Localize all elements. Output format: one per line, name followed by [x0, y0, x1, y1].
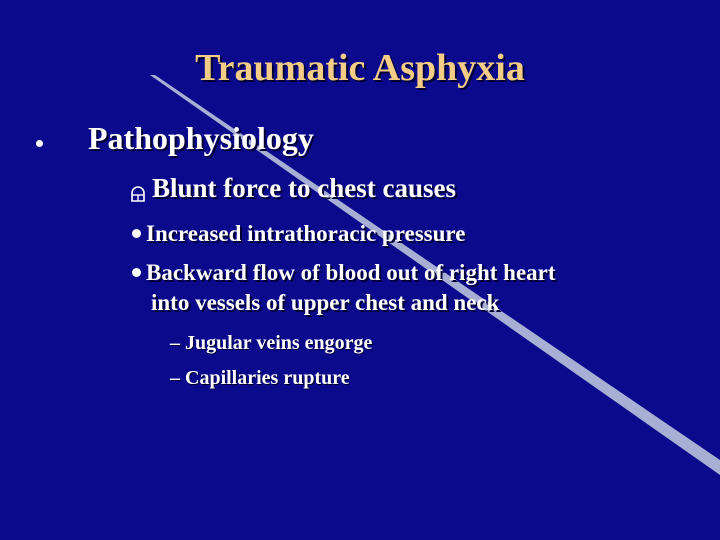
level3-item-2-line2: into vessels of upper chest and neck — [151, 290, 500, 315]
level2-bullet-icon — [128, 183, 148, 203]
slide-title: Traumatic Asphyxia — [195, 47, 525, 89]
level3-item-1-text: Increased intrathoracic pressure — [146, 221, 466, 246]
level4-item-1: – Jugular veins engorge — [170, 332, 373, 354]
level3-item-1 — [132, 219, 465, 249]
level3-item-2-line1: Backward flow of blood out of right heart — [146, 260, 556, 285]
level3-bullet-icon — [132, 268, 141, 277]
level1-text: Pathophysiology — [88, 120, 314, 156]
level4-item-2: – Capillaries rupture — [170, 367, 350, 389]
level3-bullet-icon — [132, 229, 141, 238]
level3-item-2 — [132, 258, 556, 318]
level2-text: Blunt force to chest causes — [152, 173, 456, 203]
level1-bullet-icon — [36, 140, 43, 147]
